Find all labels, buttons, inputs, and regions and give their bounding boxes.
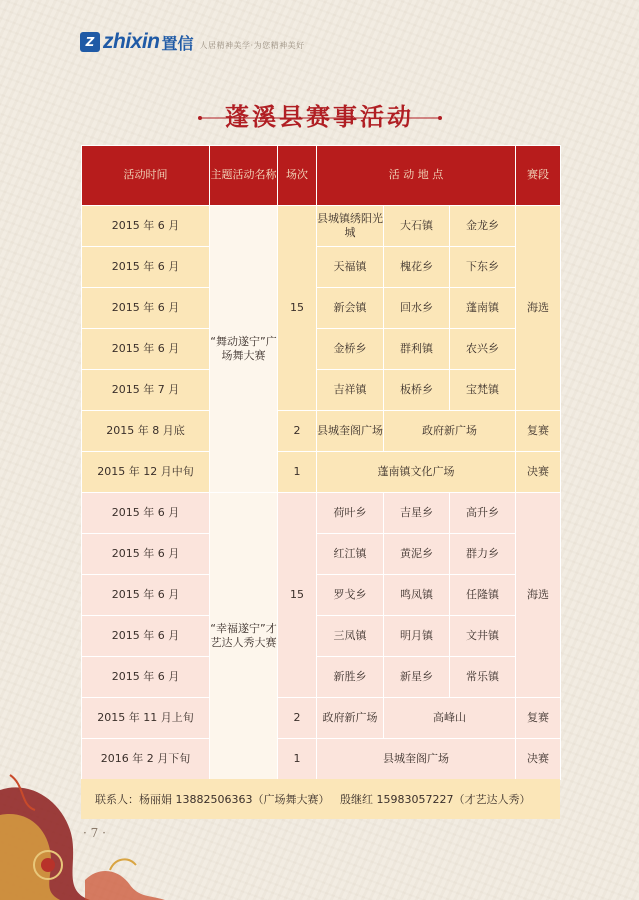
- place-cell: 红江镇: [317, 534, 384, 575]
- table-row: [82, 698, 561, 739]
- place-cell: 金龙乡: [450, 206, 516, 247]
- place-cell: 鸣凤镇: [384, 575, 450, 616]
- place-cell: 荷叶乡: [317, 493, 384, 534]
- time-cell: 2016 年 2 月下旬: [82, 739, 210, 780]
- place-cell: 吉星乡: [384, 493, 450, 534]
- place-cell: 新星乡: [384, 657, 450, 698]
- place-cell: 政府新广场: [384, 411, 516, 452]
- time-cell: 2015 年 6 月: [82, 288, 210, 329]
- place-cell: 新会镇: [317, 288, 384, 329]
- count-cell: 1: [278, 452, 317, 493]
- zhixin-logo-icon: Z: [80, 32, 100, 52]
- time-cell: 2015 年 6 月: [82, 329, 210, 370]
- place-cell: 群力乡: [450, 534, 516, 575]
- place-cell: 宝梵镇: [450, 370, 516, 411]
- table-row: [82, 329, 561, 370]
- time-cell: 2015 年 8 月底: [82, 411, 210, 452]
- place-cell: 新胜乡: [317, 657, 384, 698]
- table-row: [82, 370, 561, 411]
- stage-cell: 决赛: [516, 452, 561, 493]
- place-cell: 金桥乡: [317, 329, 384, 370]
- table-row: [82, 288, 561, 329]
- place-cell: 板桥乡: [384, 370, 450, 411]
- time-cell: 2015 年 12 月中旬: [82, 452, 210, 493]
- place-cell: 三凤镇: [317, 616, 384, 657]
- contact-info: 联系人：杨丽娟 13882506363（广场舞大赛） 殷继红 15983057227（才艺达人秀）: [81, 779, 560, 819]
- place-cell: 槐花乡: [384, 247, 450, 288]
- place-cell: 蓬南镇文化广场: [317, 452, 516, 493]
- place-cell: 县城奎阁广场: [317, 739, 516, 780]
- count-cell: 1: [278, 739, 317, 780]
- header-count: 场次: [278, 146, 317, 206]
- table-row: [82, 452, 561, 493]
- place-cell: 明月镇: [384, 616, 450, 657]
- brand-name: zhixin: [103, 30, 160, 53]
- ornament-icon: [0, 770, 170, 900]
- event-name-cell: “舞动遂宁”广场舞大赛: [210, 206, 278, 493]
- event-schedule-table: [81, 145, 561, 780]
- stage-cell: 复赛: [516, 698, 561, 739]
- count-cell: 2: [278, 698, 317, 739]
- table-row: [82, 206, 561, 247]
- place-cell: 下东乡: [450, 247, 516, 288]
- table-row: [82, 616, 561, 657]
- place-cell: 农兴乡: [450, 329, 516, 370]
- time-cell: 2015 年 6 月: [82, 575, 210, 616]
- header-stage: 赛段: [516, 146, 561, 206]
- header-time: 活动时间: [82, 146, 210, 206]
- stage-cell: 海选: [516, 206, 561, 411]
- place-cell: 任隆镇: [450, 575, 516, 616]
- time-cell: 2015 年 6 月: [82, 657, 210, 698]
- table-row: [82, 657, 561, 698]
- header-name: 主题活动名称: [210, 146, 278, 206]
- place-cell: 常乐镇: [450, 657, 516, 698]
- time-cell: 2015 年 6 月: [82, 247, 210, 288]
- time-cell: 2015 年 7 月: [82, 370, 210, 411]
- time-cell: 2015 年 6 月: [82, 616, 210, 657]
- place-cell: 黄泥乡: [384, 534, 450, 575]
- place-cell: 罗戈乡: [317, 575, 384, 616]
- table-row: [82, 534, 561, 575]
- page-number: · 7 ·: [83, 826, 106, 840]
- time-cell: 2015 年 6 月: [82, 534, 210, 575]
- stage-cell: 决赛: [516, 739, 561, 780]
- brand-slogan: 人居精神美学·为您精神美好: [199, 41, 305, 50]
- table-header-row: [82, 146, 561, 206]
- table-row: [82, 575, 561, 616]
- place-cell: 吉祥镇: [317, 370, 384, 411]
- time-cell: 2015 年 6 月: [82, 493, 210, 534]
- event-name-cell: “幸福遂宁”才艺达人秀大赛: [210, 493, 278, 780]
- table-row: [82, 411, 561, 452]
- brand-logo: [80, 30, 305, 54]
- stage-cell: 海选: [516, 493, 561, 698]
- place-cell: 天福镇: [317, 247, 384, 288]
- count-cell: 2: [278, 411, 317, 452]
- table-row: [82, 247, 561, 288]
- place-cell: 大石镇: [384, 206, 450, 247]
- place-cell: 群利镇: [384, 329, 450, 370]
- place-cell: 蓬南镇: [450, 288, 516, 329]
- brand-name-cn: 置信: [161, 33, 194, 53]
- place-cell: 县城奎阁广场: [317, 411, 384, 452]
- count-cell: 15: [278, 493, 317, 698]
- count-cell: 15: [278, 206, 317, 411]
- place-cell: 高升乡: [450, 493, 516, 534]
- table-row: [82, 493, 561, 534]
- place-cell: 高峰山: [384, 698, 516, 739]
- time-cell: 2015 年 6 月: [82, 206, 210, 247]
- stage-cell: 复赛: [516, 411, 561, 452]
- page-title: 蓬溪县赛事活动: [225, 102, 414, 131]
- place-cell: 政府新广场: [317, 698, 384, 739]
- place-cell: 回水乡: [384, 288, 450, 329]
- place-cell: 县城镇绣阳光城: [317, 206, 384, 247]
- place-cell: 文井镇: [450, 616, 516, 657]
- header-place: 活 动 地 点: [317, 146, 516, 206]
- time-cell: 2015 年 11 月上旬: [82, 698, 210, 739]
